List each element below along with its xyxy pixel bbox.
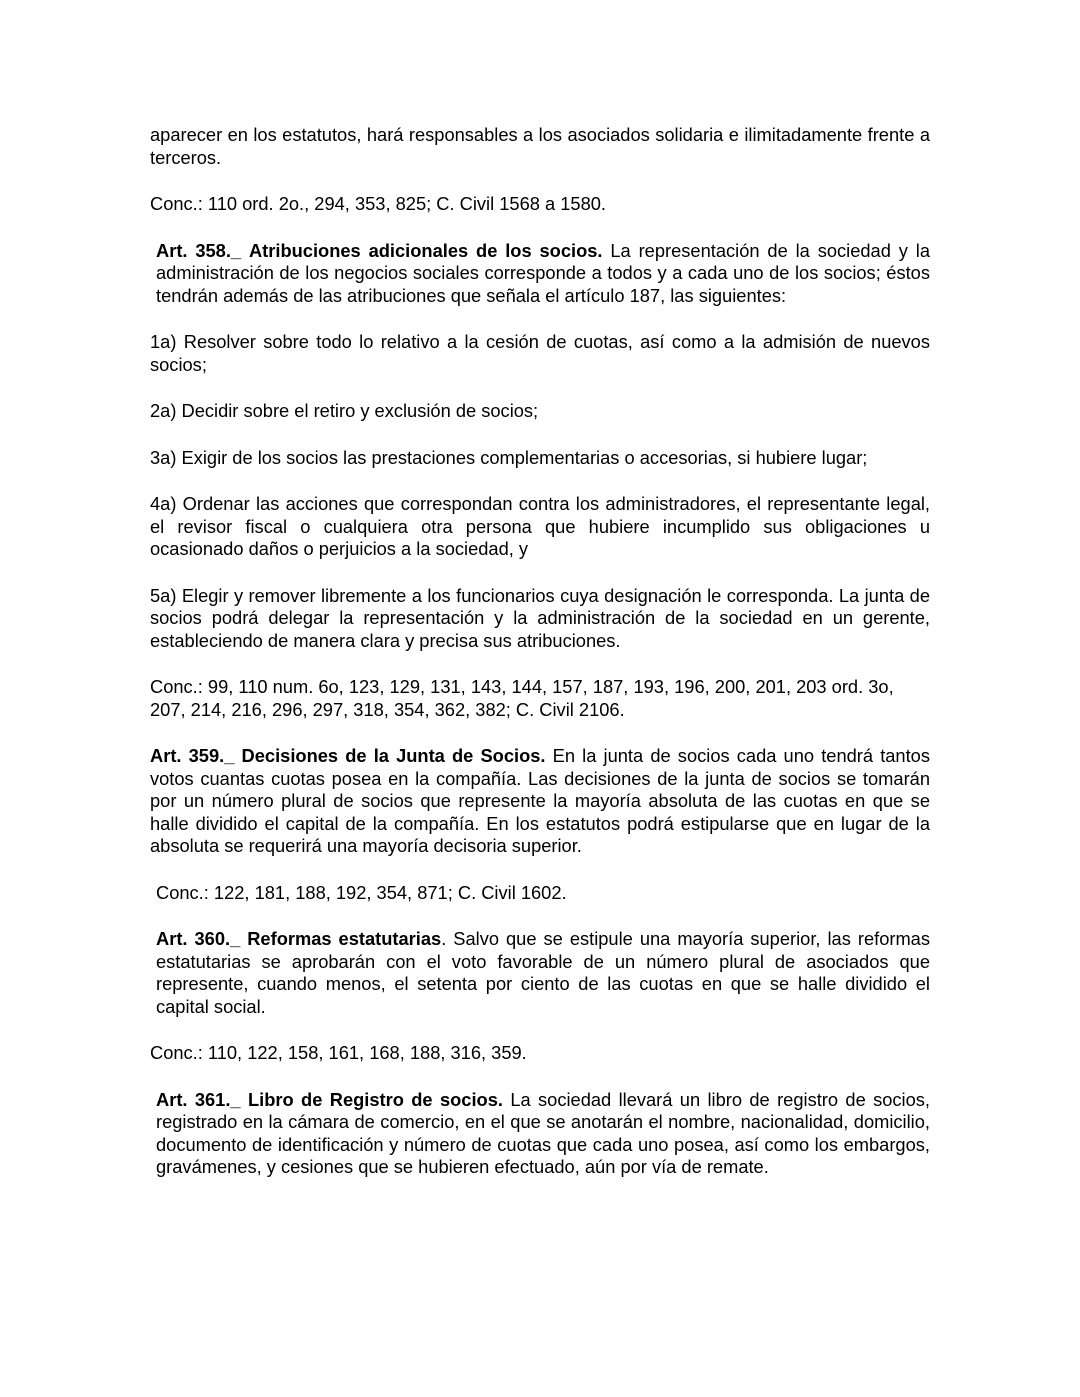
- list-item: 3a) Exigir de los socios las prestaciones complementarias o accesorias, si hubiere lugar;: [150, 446, 868, 468]
- list-item: 2a) Decidir sobre el retiro y exclusión de socios;: [150, 400, 539, 421]
- article-body: . Salvo que se estipule una mayoría superior, las reformas estatutarias se aprobarán con el voto favorable de un número plural de asociados que represente, cuando menos, el setenta por ciento de las cuotas en que se halle dividido el capital social.: [156, 928, 930, 1017]
- article-number: Art. 359._: [150, 745, 235, 766]
- document-page: [150, 124, 930, 1203]
- article-number: Art. 361._: [156, 1088, 241, 1110]
- article-361: [150, 1089, 930, 1179]
- concordance-359: Conc.: 122, 181, 188, 192, 354, 871; C. Civil 1602.: [156, 881, 567, 903]
- article-number: Art. 360._: [156, 928, 241, 949]
- list-item: 1a) Resolver sobre todo lo relativo a la cesión de cuotas, así como a la admisión de nuevos socios;: [150, 331, 930, 375]
- article-title: Reformas estatutarias: [247, 928, 442, 949]
- article-title: Decisiones de la Junta de Socios.: [241, 745, 546, 766]
- article-body: La representación de la sociedad y la administración de los negocios sociales corresponde a todos y a cada uno de los socios; éstos tendrán además de las atribuciones que señala el artículo 187, las siguientes:: [156, 239, 930, 306]
- concordance-360: Conc.: 110, 122, 158, 161, 168, 188, 316, 359.: [150, 1042, 527, 1063]
- article-358: [150, 240, 930, 308]
- concordance-357: Conc.: 110 ord. 2o., 294, 353, 825; C. Civil 1568 a 1580.: [150, 193, 606, 214]
- article-body: En la junta de socios cada uno tendrá tantos votos cuantas cuotas posea en la compañía. Las decisiones de la junta de socios se tomarán por un número plural de socios que represente la mayoría absoluta de las cuotas en que se halle dividido el capital de la compañía. En los estatutos podrá estipularse que en lugar de la absoluta se requerirá una mayoría decisoria superior.: [150, 745, 930, 856]
- article-title: Libro de Registro de socios.: [247, 1088, 503, 1110]
- article-number: Art. 358._: [156, 239, 242, 261]
- article-title: Atribuciones adicionales de los socios.: [248, 239, 603, 261]
- concordance-358: Conc.: 99, 110 num. 6o, 123, 129, 131, 143, 144, 157, 187, 193, 196, 200, 201, 203 ord. 3o, 207, 214, 216, 296, 297, 318, 354, 362, 382; C. Civil 2106.: [150, 676, 894, 720]
- list-item: 5a) Elegir y remover libremente a los funcionarios cuya designación le corresponda. La junta de socios podrá delegar la representación y la administración de la sociedad en un gerente, estableciendo de manera clara y precisa sus atribuciones.: [150, 584, 930, 651]
- list-item: 4a) Ordenar las acciones que correspondan contra los administradores, el representante legal, el revisor fiscal o cualquiera otra persona que hubiere incumplido sus obligaciones u ocasionado daños o perjuicios a la sociedad, y: [150, 493, 930, 559]
- article-body: La sociedad llevará un libro de registro de socios, registrado en la cámara de comercio, en el que se anotarán el nombre, nacionalidad, domicilio, documento de identificación y número de cuotas que cada uno posea, así como los embargos, gravámenes, y cesiones que se hubieren efectuado, aún por vía de remate.: [156, 1088, 931, 1177]
- paragraph-continuation: aparecer en los estatutos, hará responsables a los asociados solidaria e ilimitadamente frente a terceros.: [150, 124, 930, 168]
- article-360: [150, 928, 930, 1018]
- article-359: [150, 745, 930, 858]
